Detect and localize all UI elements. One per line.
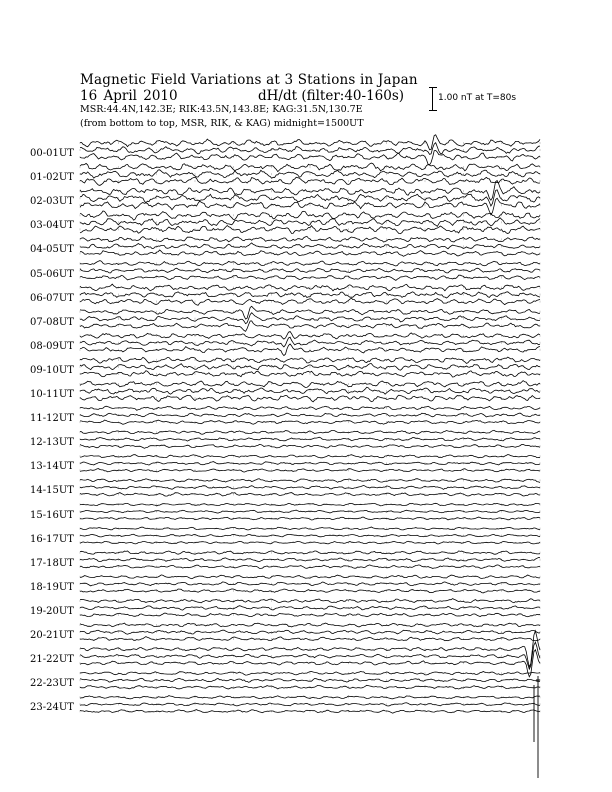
hour-label-23-24UT: 23-24UT — [30, 702, 74, 714]
hour-label-10-11UT: 10-11UT — [30, 389, 74, 400]
hour-label-12-13UT: 12-13UT — [30, 437, 74, 449]
scale-label: 1.00 nT at T=80s — [438, 93, 517, 103]
hour-label-01-02UT: 01-02UT — [30, 172, 74, 184]
trace-MSR-22-23UT — [80, 685, 540, 689]
trace-MSR-12-13UT — [80, 444, 540, 448]
hour-label-03-04UT: 03-04UT — [30, 220, 74, 232]
trace-KAG-14-15UT — [80, 479, 540, 483]
trace-MSR-13-14UT — [80, 469, 540, 473]
hour-label-19-20UT: 19-20UT — [30, 605, 74, 617]
hour-label-16-17UT: 16-17UT — [30, 533, 74, 545]
hour-label-00-01UT: 00-01UT — [30, 148, 74, 159]
hour-label-18-19UT: 18-19UT — [30, 581, 74, 593]
hour-label-04-05UT: 04-05UT — [30, 244, 74, 256]
trace-KAG-13-14UT — [80, 455, 540, 458]
hour-label-13-14UT: 13-14UT — [30, 461, 74, 473]
hour-label-15-16UT: 15-16UT — [30, 509, 74, 521]
hour-label-11-12UT: 11-12UT — [30, 413, 74, 425]
hour-label-17-18UT: 17-18UT — [30, 557, 74, 569]
hour-label-14-15UT: 14-15UT — [30, 485, 74, 497]
trace-RIK-11-12UT — [80, 413, 540, 417]
hour-label-20-21UT: 20-21UT — [30, 630, 74, 641]
hour-label-02-03UT: 02-03UT — [30, 196, 74, 208]
hour-label-21-22UT: 21-22UT — [30, 654, 74, 666]
hour-label-08-09UT: 08-09UT — [30, 340, 74, 352]
station-coordinates: MSR:44.4N,142.3E; RIK:43.5N,143.8E; KAG:31.5N,130.7E — [80, 104, 363, 115]
station-order-note: (from bottom to top, MSR, RIK, & KAG) midnight=1500UT — [80, 118, 364, 129]
trace-RIK-12-13UT — [80, 437, 540, 441]
chart-filter: dH/dt (filter:40-160s) — [258, 88, 405, 104]
hour-label-07-08UT: 07-08UT — [30, 316, 74, 328]
hour-label-06-07UT: 06-07UT — [30, 292, 74, 304]
trace-KAG-10-11UT — [80, 381, 540, 388]
hour-label-22-23UT: 22-23UT — [30, 678, 74, 690]
trace-MSR-18-19UT — [80, 589, 540, 593]
baseline-ticks — [80, 318, 540, 320]
trace-RIK-23-24UT — [80, 703, 540, 706]
trace-MSR-02-03UT — [80, 198, 540, 215]
trace-KAG-04-05UT — [80, 236, 540, 242]
trace-MSR-05-06UT — [80, 275, 540, 280]
trace-RIK-05-06UT — [80, 268, 540, 273]
event-spike-21-22UT — [534, 676, 540, 778]
hour-label-09-10UT: 09-10UT — [30, 364, 74, 376]
chart-date: 16 April 2010 — [80, 88, 178, 104]
chart-title: Magnetic Field Variations at 3 Stations in Japan — [80, 72, 418, 88]
trace-MSR-10-11UT — [80, 395, 540, 402]
trace-RIK-14-15UT — [80, 485, 540, 489]
hour-label-05-06UT: 05-06UT — [30, 268, 74, 280]
trace-MSR-14-15UT — [80, 493, 540, 497]
trace-MSR-11-12UT — [80, 420, 540, 424]
trace-RIK-08-09UT — [80, 337, 540, 347]
trace-MSR-19-20UT — [80, 613, 540, 617]
